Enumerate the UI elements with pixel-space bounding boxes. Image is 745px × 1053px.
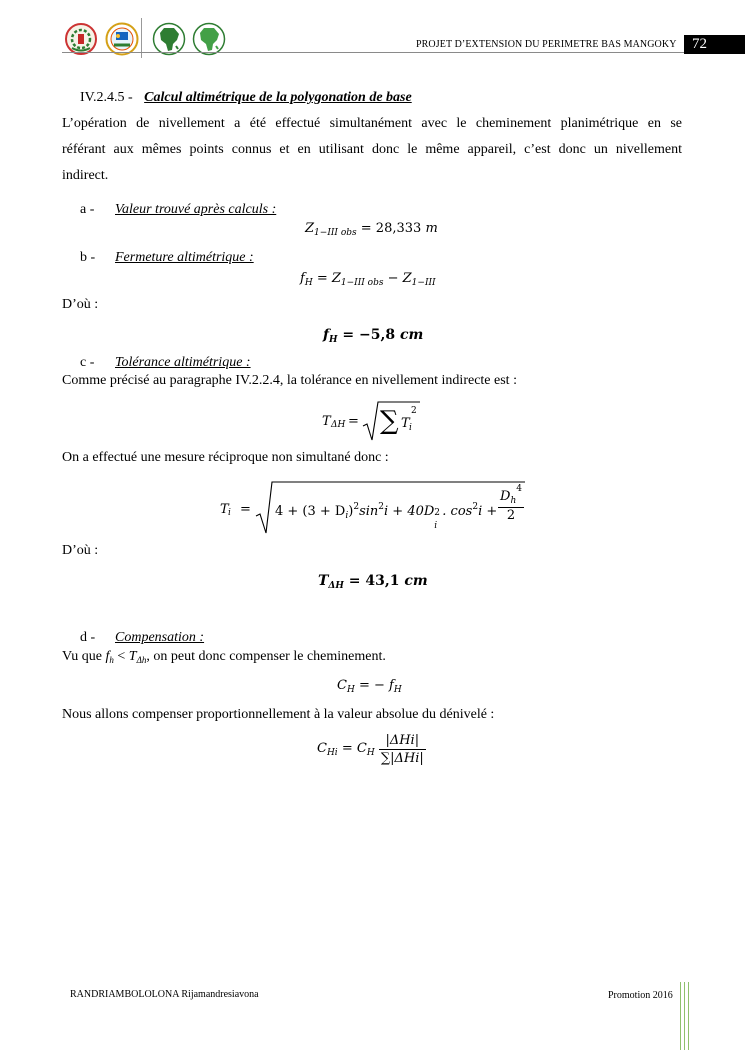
formula-subscript: Δh bbox=[136, 655, 147, 665]
formula-term: = − f bbox=[358, 678, 394, 693]
intro-paragraph bbox=[62, 111, 682, 189]
item-title: Compensation : bbox=[115, 630, 205, 645]
formula-superscript: 2 bbox=[411, 406, 417, 416]
formula-term: sin bbox=[359, 504, 379, 519]
intro-line: L’opération de nivellement a été effectué simultanément avec le cheminement planimétrique en se bbox=[62, 116, 682, 131]
formula-superscript: 2 bbox=[472, 502, 479, 512]
item-c bbox=[80, 355, 251, 371]
item-letter: d - bbox=[80, 630, 96, 645]
formula-t-delta bbox=[322, 398, 442, 442]
tolerance-intro: Comme précisé au paragraphe IV.2.2.4, la tolérance en nivellement indirecte est : bbox=[62, 373, 517, 388]
text-run: < bbox=[113, 649, 129, 664]
text-run: , on peut donc compenser le cheminement. bbox=[146, 649, 386, 664]
formula-superscript: 2 bbox=[434, 508, 441, 518]
item-letter: a - bbox=[80, 202, 95, 217]
formula-value: = −5,8 bbox=[342, 327, 396, 343]
dou-label: D’où : bbox=[62, 297, 99, 312]
formula-subscript: H bbox=[393, 685, 402, 695]
formula-z-obs bbox=[305, 221, 438, 238]
formula-denominator: 2 bbox=[506, 508, 516, 523]
dou-label: D’où : bbox=[62, 543, 99, 558]
summation-sign: ∑ bbox=[380, 406, 399, 436]
ti-fraction bbox=[498, 484, 524, 523]
item-d bbox=[80, 630, 205, 646]
formula-symbol: f bbox=[323, 327, 330, 343]
formula-symbol: f bbox=[300, 271, 305, 286]
formula-equals: = bbox=[240, 502, 251, 517]
formula-term: i + 40D bbox=[384, 504, 435, 519]
formula-subscript: h bbox=[510, 496, 517, 506]
formula-unit: cm bbox=[404, 573, 428, 589]
section-number: IV.2.4.5 - bbox=[80, 90, 133, 105]
africa-map-logo-icon bbox=[192, 22, 226, 56]
formula-numerator: |ΔHi| bbox=[379, 733, 426, 750]
formula-subscript: H bbox=[366, 748, 375, 758]
formula-symbol: D bbox=[500, 489, 511, 504]
formula-value: = 28,333 bbox=[360, 221, 422, 236]
ti-radicand bbox=[275, 502, 498, 531]
formula-term: = C bbox=[341, 741, 367, 756]
chi-fraction bbox=[379, 733, 426, 766]
formula-subscript: 1−III bbox=[411, 278, 436, 288]
footer-rule bbox=[688, 982, 689, 1050]
formula-subscript: i bbox=[409, 423, 412, 433]
formula-term: i + bbox=[478, 504, 498, 519]
item-title: Valeur trouvé après calculs : bbox=[115, 202, 277, 217]
formula-fh-result bbox=[323, 327, 423, 345]
formula-ti bbox=[220, 476, 530, 534]
formula-subscript: i bbox=[228, 508, 231, 518]
section-title: Calcul altimétrique de la polygonation de base bbox=[144, 90, 412, 105]
formula-term: = Z bbox=[316, 271, 341, 286]
item-title: Tolérance altimétrique : bbox=[115, 355, 251, 370]
formula-subscript: H bbox=[304, 278, 313, 288]
item-b bbox=[80, 250, 254, 266]
reciprocal-intro: On a effectué une mesure réciproque non simultané donc : bbox=[62, 450, 389, 465]
formula-term: 4 + (3 + D bbox=[275, 504, 346, 519]
item-letter: b - bbox=[80, 250, 96, 265]
formula-symbol: T bbox=[401, 416, 410, 431]
formula-symbol: f bbox=[105, 649, 110, 664]
formula-symbol: Z bbox=[305, 221, 315, 236]
footer-rule bbox=[684, 982, 685, 1050]
formula-subscript: ΔH bbox=[328, 581, 344, 591]
formula-subscript: H bbox=[329, 335, 338, 345]
footer-author: RANDRIAMBOLOLONA Rijamandresiavona bbox=[70, 989, 259, 1000]
formula-term: ) bbox=[348, 504, 354, 519]
formula-t-result bbox=[318, 573, 428, 591]
formula-unit: m bbox=[425, 221, 438, 236]
header-title: PROJET D’EXTENSION DU PERIMETRE BAS MANGOKY bbox=[416, 39, 677, 50]
formula-symbol: T bbox=[128, 649, 137, 664]
item-letter: c - bbox=[80, 355, 95, 370]
formula-superscript: 2 bbox=[353, 502, 360, 512]
formula-term: . cos bbox=[442, 504, 473, 519]
intro-line: référant aux mêmes points connus et en utilisant donc le même appareil, c’est donc un nivellement bbox=[62, 142, 682, 157]
header-rule bbox=[62, 52, 684, 53]
formula-fh bbox=[300, 271, 436, 288]
item-title: Fermeture altimétrique : bbox=[115, 250, 254, 265]
formula-symbol: T bbox=[322, 414, 331, 429]
formula-symbol: C bbox=[317, 741, 327, 756]
formula-subscript: i bbox=[434, 521, 438, 531]
formula-subscript: h bbox=[109, 655, 114, 665]
formula-denominator: ∑|ΔHi| bbox=[380, 751, 424, 766]
formula-symbol: T bbox=[318, 573, 329, 589]
formula-superscript: 4 bbox=[516, 484, 522, 494]
formula-subscript: H bbox=[346, 685, 355, 695]
item-a bbox=[80, 202, 277, 218]
formula-subscript: ΔH bbox=[331, 420, 346, 430]
formula-unit: cm bbox=[400, 327, 424, 343]
formula-symbol: C bbox=[337, 678, 347, 693]
compensation-condition bbox=[62, 649, 386, 665]
ministry-seal-icon bbox=[64, 22, 98, 56]
formula-subscript: i bbox=[345, 511, 349, 521]
footer-promotion: Promotion 2016 bbox=[608, 990, 673, 1001]
school-emblem-icon bbox=[105, 22, 139, 56]
formula-subscript: 1−III obs bbox=[340, 278, 384, 288]
africa-map-logo-icon bbox=[152, 22, 186, 56]
formula-value: = 43,1 bbox=[348, 573, 400, 589]
formula-subscript: Hi bbox=[326, 748, 338, 758]
formula-ch bbox=[337, 678, 402, 695]
formula-symbol: T bbox=[220, 502, 229, 517]
formula-term: − Z bbox=[387, 271, 412, 286]
intro-line: indirect. bbox=[62, 168, 109, 183]
formula-superscript: 2 bbox=[378, 502, 384, 512]
formula-subscript: 1−III obs bbox=[314, 228, 357, 238]
page-number: 72 bbox=[684, 35, 745, 54]
text-run: Vu que bbox=[62, 649, 106, 664]
formula-equals: = bbox=[348, 414, 359, 429]
formula-chi bbox=[317, 733, 426, 766]
section-heading bbox=[80, 85, 412, 111]
absolute-value-intro: Nous allons compenser proportionnellement à la valeur absolue du dénivelé : bbox=[62, 707, 495, 722]
footer-rule bbox=[680, 982, 681, 1050]
